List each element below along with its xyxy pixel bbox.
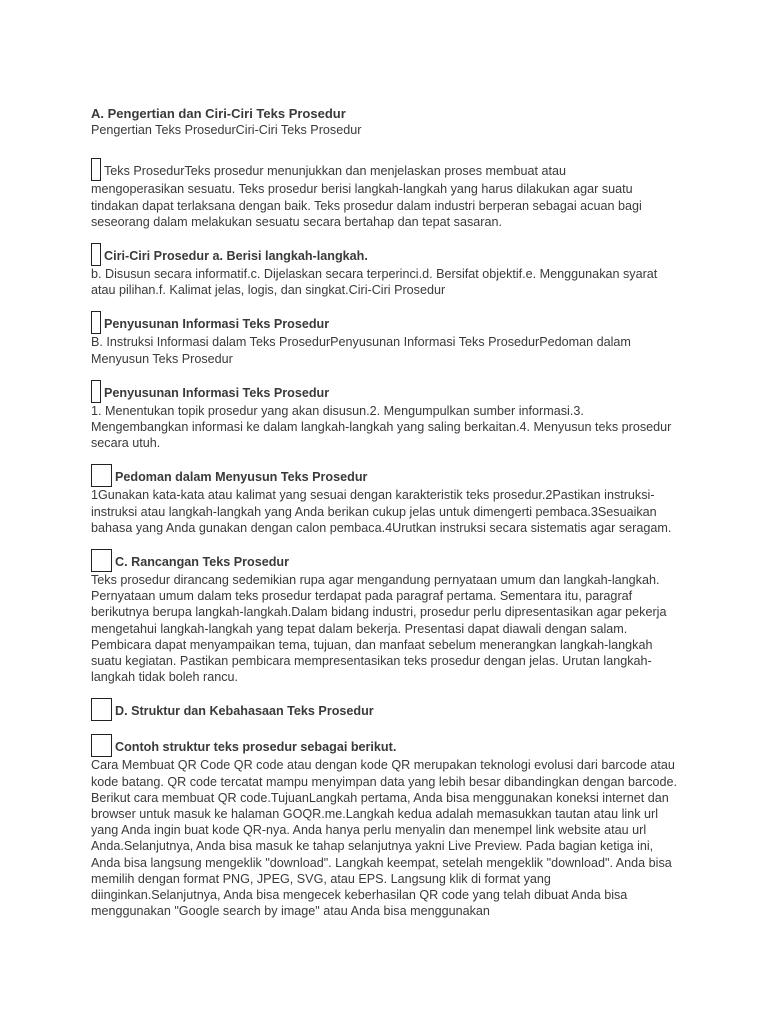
section-heading: Ciri-Ciri Prosedur a. Berisi langkah-langkah. [104, 248, 368, 263]
section-heading: Pedoman dalam Menyusun Teks Prosedur [115, 470, 368, 485]
section-struktur [91, 698, 681, 721]
section-heading: Penyusunan Informasi Teks Prosedur [104, 317, 330, 332]
checkbox-icon [91, 243, 101, 266]
section-heading: C. Rancangan Teks Prosedur [115, 554, 290, 569]
section-heading: D. Struktur dan Kebahasaan Teks Prosedur [115, 704, 374, 719]
section-body: mengoperasikan sesuatu. Teks prosedur berisi langkah-langkah yang harus dilakukan agar suatu tindakan dapat terlaksana dengan baik. Teks prosedur dalam industri berperan sebagai acuan bagi seseorang dalam melakukan sesuatu secara bertahap dan tepat sasaran. [91, 182, 642, 229]
checkbox-icon [91, 158, 101, 181]
section-body: Teks prosedur dirancang sedemikian rupa agar mengandung pernyataan umum dan langkah-langkah. Pernyataan umum dalam teks prosedur terdapat pada paragraf pertama. Sementara itu, paragraf berikutnya berupa langkah-langkah.Dalam bidang industri, prosedur perlu dipresentasikan agar pekerja mengetahui langkah-langkah yang tepat dalam bekerja. Presentasi dapat diawali dengan salam. Pembicara dapat menyampaikan tema, tujuan, dan manfaat sebelum menerangkan langkah-langkah suatu kegiatan. Pastikan pembicara mempresentasikan teks prosedur dengan jelas. Urutan langkah-langkah tidak boleh rancu. [91, 573, 667, 685]
section-teks-prosedur [91, 158, 681, 230]
section-body: 1Gunakan kata-kata atau kalimat yang sesuai dengan karakteristik teks prosedur.2Pastikan instruksi-instruksi atau langkah-langkah yang Anda berikan cukup jelas untuk dimengerti pembaca.3Sesuaikan bahasa yang Anda gunakan dengan calon pembaca.4Urutkan instruksi secara sistematis agar seragam. [91, 488, 672, 535]
checkbox-icon [91, 734, 112, 757]
section-pedoman [91, 464, 681, 536]
section-body: b. Disusun secara informatif.c. Dijelaskan secara terperinci.d. Bersifat objektif.e. Menggunakan syarat atau pilihan.f. Kalimat jelas, logis, dan singkat.Ciri-Ciri Prosedur [91, 267, 658, 298]
checkbox-icon [91, 380, 101, 403]
checkbox-icon [91, 464, 112, 487]
section-heading: Penyusunan Informasi Teks Prosedur [104, 385, 330, 400]
section-ciri-ciri [91, 243, 681, 298]
section-penyusunan-2 [91, 380, 681, 452]
section-penyusunan-1 [91, 311, 681, 366]
document-page [91, 106, 681, 920]
checkbox-icon [91, 549, 112, 572]
section-heading: Teks ProsedurTeks prosedur menunjukkan dan menjelaskan proses membuat atau [104, 164, 567, 179]
document-title: A. Pengertian dan Ciri-Ciri Teks Prosedur [91, 106, 346, 121]
section-body: B. Instruksi Informasi dalam Teks ProsedurPenyusunan Informasi Teks ProsedurPedoman dalam Menyusun Teks Prosedur [91, 335, 631, 366]
document-subtitle: Pengertian Teks ProsedurCiri-Ciri Teks Prosedur [91, 123, 362, 138]
checkbox-icon [91, 311, 101, 334]
checkbox-icon [91, 698, 112, 721]
section-body: 1. Menentukan topik prosedur yang akan disusun.2. Mengumpulkan sumber informasi.3. Mengembangkan informasi ke dalam langkah-langkah yang saling berkaitan.4. Menyusun teks prosedur secara utuh. [91, 403, 672, 451]
section-rancangan [91, 549, 681, 685]
section-contoh [91, 734, 681, 919]
section-body: Cara Membuat QR Code QR code atau dengan kode QR merupakan teknologi evolusi dari barcode atau kode batang. QR code tercatat mampu menyimpan data yang lebih besar dibandingkan dengan barcode. Berikut cara membuat QR code.TujuanLangkah pertama, Anda bisa menggunakan koneksi internet dan browser untuk masuk ke halaman GOQR.me.Langkah kedua adalah memasukkan tautan atau link url yang Anda ingin buat kode QR-nya. Anda hanya perlu menyalin dan menempel link website atau url Anda.Selanjutnya, Anda bisa masuk ke tahap selanjutnya yakni Live Preview. Pada bagian ketiga ini, Anda bisa langsung mengeklik "download". Langkah keempat, setelah mengeklik "download". Anda bisa memilih dengan format PNG, JPEG, SVG, atau EPS. Langsung klik di format yang diinginkan.Selanjutnya, Anda bisa mengecek keberhasilan QR code yang telah dibuat Anda bisa menggunakan "Google search by image" atau Anda bisa menggunakan [91, 758, 677, 919]
section-heading: Contoh struktur teks prosedur sebagai berikut. [115, 740, 397, 755]
